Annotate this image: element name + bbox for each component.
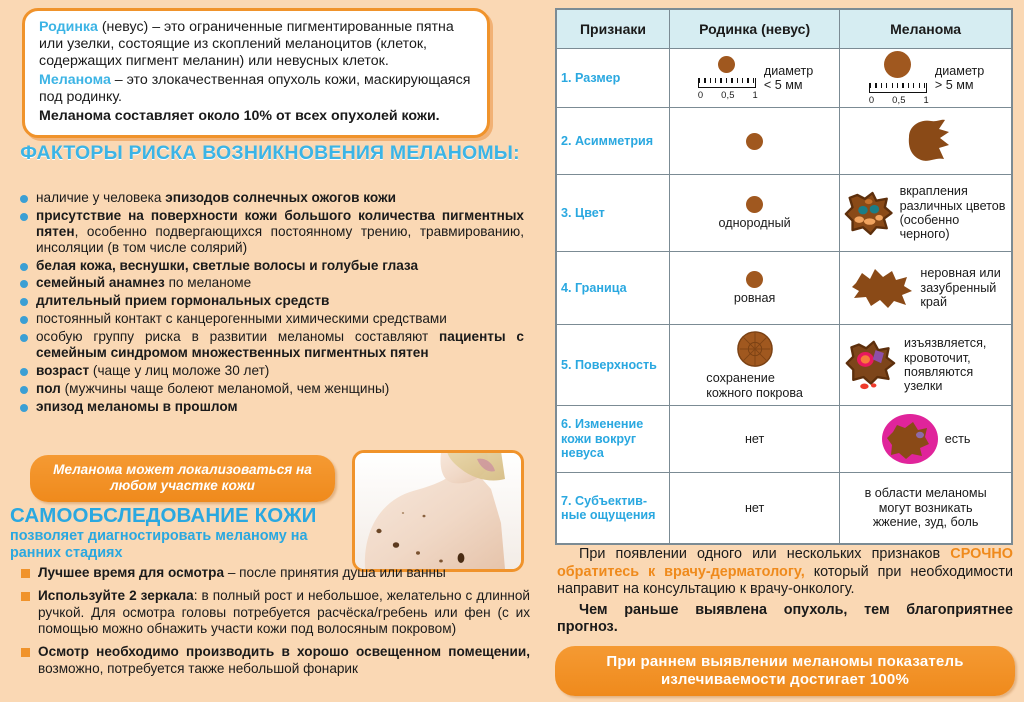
table-cell-melanoma xyxy=(840,325,1012,406)
cell-content xyxy=(674,133,835,150)
self-exam-item-text: – после принятия душа или ванны xyxy=(224,565,446,580)
table-body xyxy=(556,49,1012,545)
risk-text: по меланоме xyxy=(164,275,252,291)
definition-melanoma-text: – это злокачественная опухоль кожи, маскирующаяся под родинку. xyxy=(39,72,471,106)
ruler-label: 0,5 xyxy=(892,94,906,105)
cell-text xyxy=(865,486,987,529)
table-cell-nevus xyxy=(669,49,839,108)
risk-text: , особенно подвергающихся постоянному трению, травмированию, инсоляции (в том числе солярий) xyxy=(36,223,524,255)
self-exam-item-bold: Лучшее время для осмотра xyxy=(38,565,225,580)
cell-text-line: сохранение xyxy=(706,371,775,386)
advice-p1-pre: При появлении одного или нескольких признаков xyxy=(579,546,951,562)
risk-text: постоянный контакт с канцерогенными химическими средствами xyxy=(36,311,447,327)
ruler-label: 0 xyxy=(697,89,704,100)
ruler-labels xyxy=(696,89,758,100)
table-cell-sign: 6. Изменение кожи вокруг невуса xyxy=(556,406,669,473)
cell-text-line: однородный xyxy=(718,215,791,230)
cell-text xyxy=(945,432,971,446)
table-header-signs: Признаки xyxy=(556,9,669,49)
advice-p1-post: который при необходимости направит на консультацию к врачу-онкологу. xyxy=(557,563,1014,598)
risk-factor-item xyxy=(14,399,524,415)
cell-text-line: есть xyxy=(944,431,971,446)
risk-text-bold: длительный прием гормональных средств xyxy=(36,293,330,309)
ulcerated-lesion-shape xyxy=(844,337,898,393)
table-row xyxy=(556,252,1012,325)
cell-text-line: появляются узелки xyxy=(904,365,974,394)
self-exam-item xyxy=(14,588,530,637)
definition-nevus xyxy=(39,19,475,70)
advice-p1-highlight: СРОЧНО обратитесь к врачу-дерматологу, xyxy=(557,546,1013,580)
ruler-bar xyxy=(698,78,756,88)
table-cell-nevus xyxy=(669,473,839,545)
self-exam-item-text: возможно, потребуется также небольшой фонарик xyxy=(38,660,358,676)
table-header-melanoma: Меланома xyxy=(840,9,1012,49)
self-exam-item-bold: Используйте 2 зеркала xyxy=(38,588,194,604)
table-cell-sign: 4. Граница xyxy=(556,252,669,325)
self-exam-title xyxy=(10,504,340,561)
table-cell-nevus xyxy=(669,325,839,406)
mole-shape xyxy=(746,271,763,288)
table-cell-melanoma xyxy=(840,473,1012,545)
table-row xyxy=(556,325,1012,406)
self-exam-title-line1: САМООБСЛЕДОВАНИЕ КОЖИ xyxy=(10,504,317,527)
cell-text xyxy=(900,184,1007,242)
risk-text-bold: эпизодов солнечных ожогов кожи xyxy=(165,190,396,205)
cell-content xyxy=(674,501,835,515)
risk-factor-item xyxy=(14,381,524,397)
ruler-label: 0,5 xyxy=(721,89,735,100)
table-row xyxy=(556,473,1012,545)
jagged-border-lesion-shape xyxy=(850,265,914,311)
multicolor-lesion-shape xyxy=(844,188,893,238)
definition-share: Меланома составляет около 10% от всех опухолей кожи. xyxy=(39,108,440,125)
mole-shape xyxy=(736,330,774,368)
cell-text-line: нет xyxy=(744,500,765,515)
cell-content xyxy=(844,117,1007,165)
cell-content xyxy=(844,413,1007,465)
comparison-table xyxy=(555,8,1013,545)
risk-text-bold: пациенты с семейным синдромом множественных пигментных пятен xyxy=(36,329,524,361)
ruler-label: 1 xyxy=(752,89,758,100)
cell-text xyxy=(734,291,775,305)
ruler-labels xyxy=(867,94,929,105)
definition-nevus-keyword: Родинка xyxy=(39,19,98,35)
self-exam-list xyxy=(14,565,530,684)
mole-shape xyxy=(718,56,735,73)
table-cell-sign: 7. Субъектив- ные ощущения xyxy=(556,473,669,545)
risk-text-bold: возраст xyxy=(36,362,90,378)
risk-text-bold: пол xyxy=(36,380,61,396)
cell-content xyxy=(674,330,835,400)
risk-text: особую группу риска в развитии меланомы составляют xyxy=(36,329,440,345)
risk-factor-item xyxy=(14,311,524,327)
table-cell-sign: 2. Асимметрия xyxy=(556,108,669,175)
table-cell-melanoma xyxy=(840,175,1012,252)
table-cell-melanoma xyxy=(840,108,1012,175)
table-cell-nevus xyxy=(669,108,839,175)
asymmetric-lesion-shape xyxy=(899,117,953,165)
table-cell-nevus xyxy=(669,406,839,473)
definition-melanoma-keyword: Меланома xyxy=(39,72,111,89)
table-cell-melanoma xyxy=(840,252,1012,325)
mole-with-ruler xyxy=(696,56,758,100)
table-header-row xyxy=(556,9,1012,49)
definition-melanoma xyxy=(39,72,475,106)
cell-content xyxy=(844,336,1007,394)
risk-factor-item xyxy=(14,363,524,379)
ruler xyxy=(696,78,758,100)
cure-rate-banner: При раннем выявлении меланомы показатель излечиваемости достигает 100% xyxy=(555,646,1015,696)
cell-content xyxy=(844,265,1007,311)
cell-content xyxy=(844,51,1007,105)
cell-text-line: нет xyxy=(744,431,765,446)
mole-shape xyxy=(884,51,911,78)
cell-text-line: кровоточит, xyxy=(904,350,971,365)
table-cell-melanoma xyxy=(840,49,1012,108)
right-column xyxy=(545,0,1024,702)
risk-text-bold: эпизод меланомы в прошлом xyxy=(36,398,238,414)
cell-text-line: кожного покрова xyxy=(706,385,803,400)
definition-nevus-text: (невус) – это ограниченные пигментированные пятна или узелки, состоящие из скоплений меланоцитов (клеток, содержащих пигмент меланин) или невусных клеток. xyxy=(39,19,454,70)
cell-text-line: вкрапления xyxy=(899,184,968,199)
cell-text-line: неровная или xyxy=(920,266,1001,281)
mole-shape xyxy=(746,196,763,213)
table-cell-nevus xyxy=(669,252,839,325)
cell-text xyxy=(904,336,1007,394)
cell-text-line: ровная xyxy=(733,290,776,305)
risk-factor-item xyxy=(14,293,524,309)
cell-text-line: диаметр xyxy=(934,63,985,78)
cell-text xyxy=(745,432,764,446)
risk-text: (чаще у лиц моложе 30 лет) xyxy=(89,362,270,378)
table-row xyxy=(556,175,1012,252)
advice-paragraph-2: Чем раньше выявлена опухоль, тем благоприятнее прогноз. xyxy=(557,601,1013,636)
cell-text xyxy=(706,371,803,400)
ruler-bar xyxy=(869,83,927,93)
definition-box xyxy=(22,8,490,138)
advice-text xyxy=(557,546,1013,640)
risk-factor-item xyxy=(14,190,524,206)
ruler-label: 0 xyxy=(868,94,875,105)
cell-text xyxy=(764,64,813,93)
table-cell-melanoma xyxy=(840,406,1012,473)
self-exam-item xyxy=(14,644,530,677)
cell-text-line: (особенно черного) xyxy=(899,213,960,242)
risk-factor-item xyxy=(14,258,524,274)
cell-content xyxy=(844,184,1007,242)
cell-text xyxy=(935,64,984,93)
cell-text xyxy=(719,216,791,230)
cell-text-line: изъязвляется, xyxy=(904,336,987,351)
risk-text: (мужчины чаще болеют меланомой, чем женщины) xyxy=(60,380,390,396)
table-row xyxy=(556,108,1012,175)
risk-text: наличие у человека xyxy=(36,190,166,205)
table-cell-sign: 5. Поверхность xyxy=(556,325,669,406)
cell-text-line: < 5 мм xyxy=(763,78,803,92)
ruler xyxy=(867,83,929,105)
cell-text-line: жжение, зуд, боль xyxy=(872,515,979,530)
table-cell-nevus xyxy=(669,175,839,252)
skin-photo xyxy=(352,450,524,572)
self-exam-item xyxy=(14,565,530,581)
cell-text-line: могут возникать xyxy=(878,500,973,515)
risk-text-bold: присутствие на поверхности кожи большого количества пигментных пятен xyxy=(36,207,524,239)
risk-factors-list xyxy=(14,190,524,417)
ruler-label: 1 xyxy=(923,94,929,105)
mole-shape xyxy=(746,133,763,150)
cell-text-line: диаметр xyxy=(763,63,814,78)
cell-content xyxy=(674,432,835,446)
halo-lesion-shape xyxy=(881,413,939,465)
self-exam-title-line2: позволяет диагностировать меланому на ранних стадиях xyxy=(10,528,308,561)
table-row xyxy=(556,49,1012,108)
cell-text-line: > 5 мм xyxy=(934,78,974,92)
table-header-nevus: Родинка (невус) xyxy=(669,9,839,49)
risk-text-bold: семейный анамнез xyxy=(36,275,165,291)
advice-paragraph-1 xyxy=(557,546,1013,599)
cell-text xyxy=(745,501,764,515)
cell-text-line: край xyxy=(920,295,947,310)
table-row xyxy=(556,406,1012,473)
self-exam-item-text: : в полный рост и небольшое, желательно с длинной ручкой. Для осмотра головы потребуется расчёска/гребень или фен (с их помощью можно обнажить участи кожи под волосяным покровом) xyxy=(38,588,530,636)
cell-content xyxy=(674,196,835,230)
cell-content xyxy=(674,56,835,100)
cell-content xyxy=(674,271,835,305)
skin-photo-image xyxy=(355,453,521,569)
cell-text-line: различных цветов xyxy=(899,198,1006,213)
table-cell-sign: 1. Размер xyxy=(556,49,669,108)
cell-text-line: в области меланомы xyxy=(864,486,987,501)
risk-factor-item xyxy=(14,208,524,256)
location-banner: Меланома может локализоваться на любом участке кожи xyxy=(30,455,335,502)
risk-text-bold: белая кожа, веснушки, светлые волосы и голубые глаза xyxy=(36,257,419,273)
cell-content xyxy=(844,486,1007,529)
cell-text xyxy=(920,266,1000,309)
risk-factor-item xyxy=(14,329,524,361)
risk-factors-title: ФАКТОРЫ РИСКА ВОЗНИКНОВЕНИЯ МЕЛАНОМЫ: xyxy=(20,142,520,164)
risk-factor-item xyxy=(14,275,524,291)
cell-text-line: зазубренный xyxy=(920,280,997,295)
table-cell-sign: 3. Цвет xyxy=(556,175,669,252)
mole-with-ruler xyxy=(867,51,929,105)
self-exam-item-bold: Осмотр необходимо производить в хорошо освещенном помещении, xyxy=(38,644,530,660)
